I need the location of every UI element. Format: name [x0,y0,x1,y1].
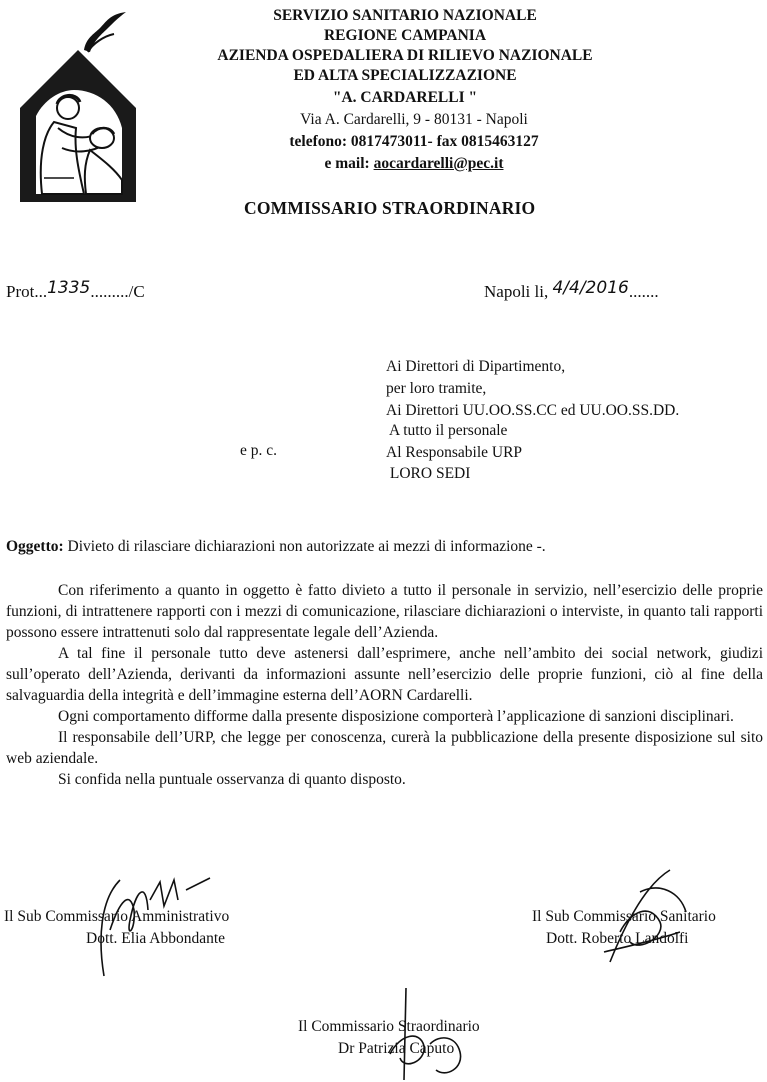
subject-label: Oggetto: [6,538,64,555]
protocol-dots-2: ......... [90,282,129,301]
recipient-6: LORO SEDI [386,465,471,482]
header-address: Via A. Cardarelli, 9 - 80131 - Napoli [300,111,528,128]
recipient-3: Ai Direttori UU.OO.SS.CC ed UU.OO.SS.DD. [386,402,680,419]
header-email-line [224,154,604,173]
signature-right-name: Dott. Roberto Landolfi [546,930,689,947]
email-address[interactable]: aocardarelli@pec.it [373,155,504,172]
email-label: e mail: [324,155,374,172]
handwritten-date: 4/4/2016 [552,278,629,298]
protocol-dots: .. [38,282,48,301]
recipient-5: Al Responsabile URP [386,444,523,461]
body-paragraph-4: Il responsabile dell’URP, che legge per conoscenza, curerà la pubblicazione della presente disposizione sul sito web aziendale. [6,729,763,767]
date-dots: ....... [628,282,659,301]
signature-left-scribble [90,870,230,980]
protocol-suffix: /C [128,282,145,301]
header-line-2: REGIONE CAMPANIA [323,27,487,44]
recipient-2: per loro tramite, [386,380,487,397]
signature-left-role: Il Sub Commissario Amministrativo [4,908,230,925]
protocol-number: 1335 [47,278,91,298]
protocol-line [6,278,145,302]
epc-label: e p. c. [240,442,278,459]
signature-right-role: Il Sub Commissario Sanitario [532,908,716,925]
body-paragraph-1: Con riferimento a quanto in oggetto è fatto divieto a tutto il personale in servizio, nell’esercizio delle proprie funzioni, di intrattenere rapporti con i mezzi di comunicazione, rilasciare dichiarazioni o interviste, in quanto tali rapporti possono essere intrattenuti solo dal rappresentate legale dell’Azienda. [6,582,763,641]
recipient-4: A tutto il personale [386,422,508,439]
signature-bottom-name: Dr Patrizia Caputo [338,1040,455,1057]
hospital-logo [14,8,142,204]
header-line-4: ED ALTA SPECIALIZZAZIONE [293,67,517,84]
body-paragraph-2: A tal fine il personale tutto deve astenersi dall’esprimere, anche nell’ambito dei social network, giudizi sull’operato dell’Azienda, derivanti da informazioni assunte nell’esercizio delle proprie funzioni, ciò al fine della salvaguardia della integrità e dell’immagine esterna dell’AORN Cardarelli. [6,645,763,704]
document-title: COMMISSARIO STRAORDINARIO [244,198,536,218]
letter-body [6,580,763,790]
signature-left-name: Dott. Elia Abbondante [86,930,226,947]
place-date-line [484,278,659,302]
body-paragraph-5: Si confida nella puntuale osservanza di quanto disposto. [58,771,406,788]
header-line-1: SERVIZIO SANITARIO NAZIONALE [273,7,537,24]
header-line-3: AZIENDA OSPEDALIERA DI RILIEVO NAZIONALE [217,47,593,64]
header-line-5: "A. CARDARELLI " [332,89,478,106]
place-prefix: Napoli li, [484,282,553,301]
subject-text: Divieto di rilasciare dichiarazioni non autorizzate ai mezzi di informazione -. [63,538,546,555]
body-paragraph-3: Ogni comportamento difforme dalla presente disposizione comporterà l’applicazione di sanzioni disciplinari. [58,708,734,725]
subject-line [6,538,546,556]
signature-bottom-role: Il Commissario Straordinario [298,1018,480,1035]
protocol-prefix: Prot. [6,282,39,301]
signature-right-scribble [590,862,700,972]
header-phone: telefono: 0817473011- fax 0815463127 [289,133,539,150]
recipient-1: Ai Direttori di Dipartimento, [386,358,566,375]
signature-bottom-scribble [360,984,480,1082]
